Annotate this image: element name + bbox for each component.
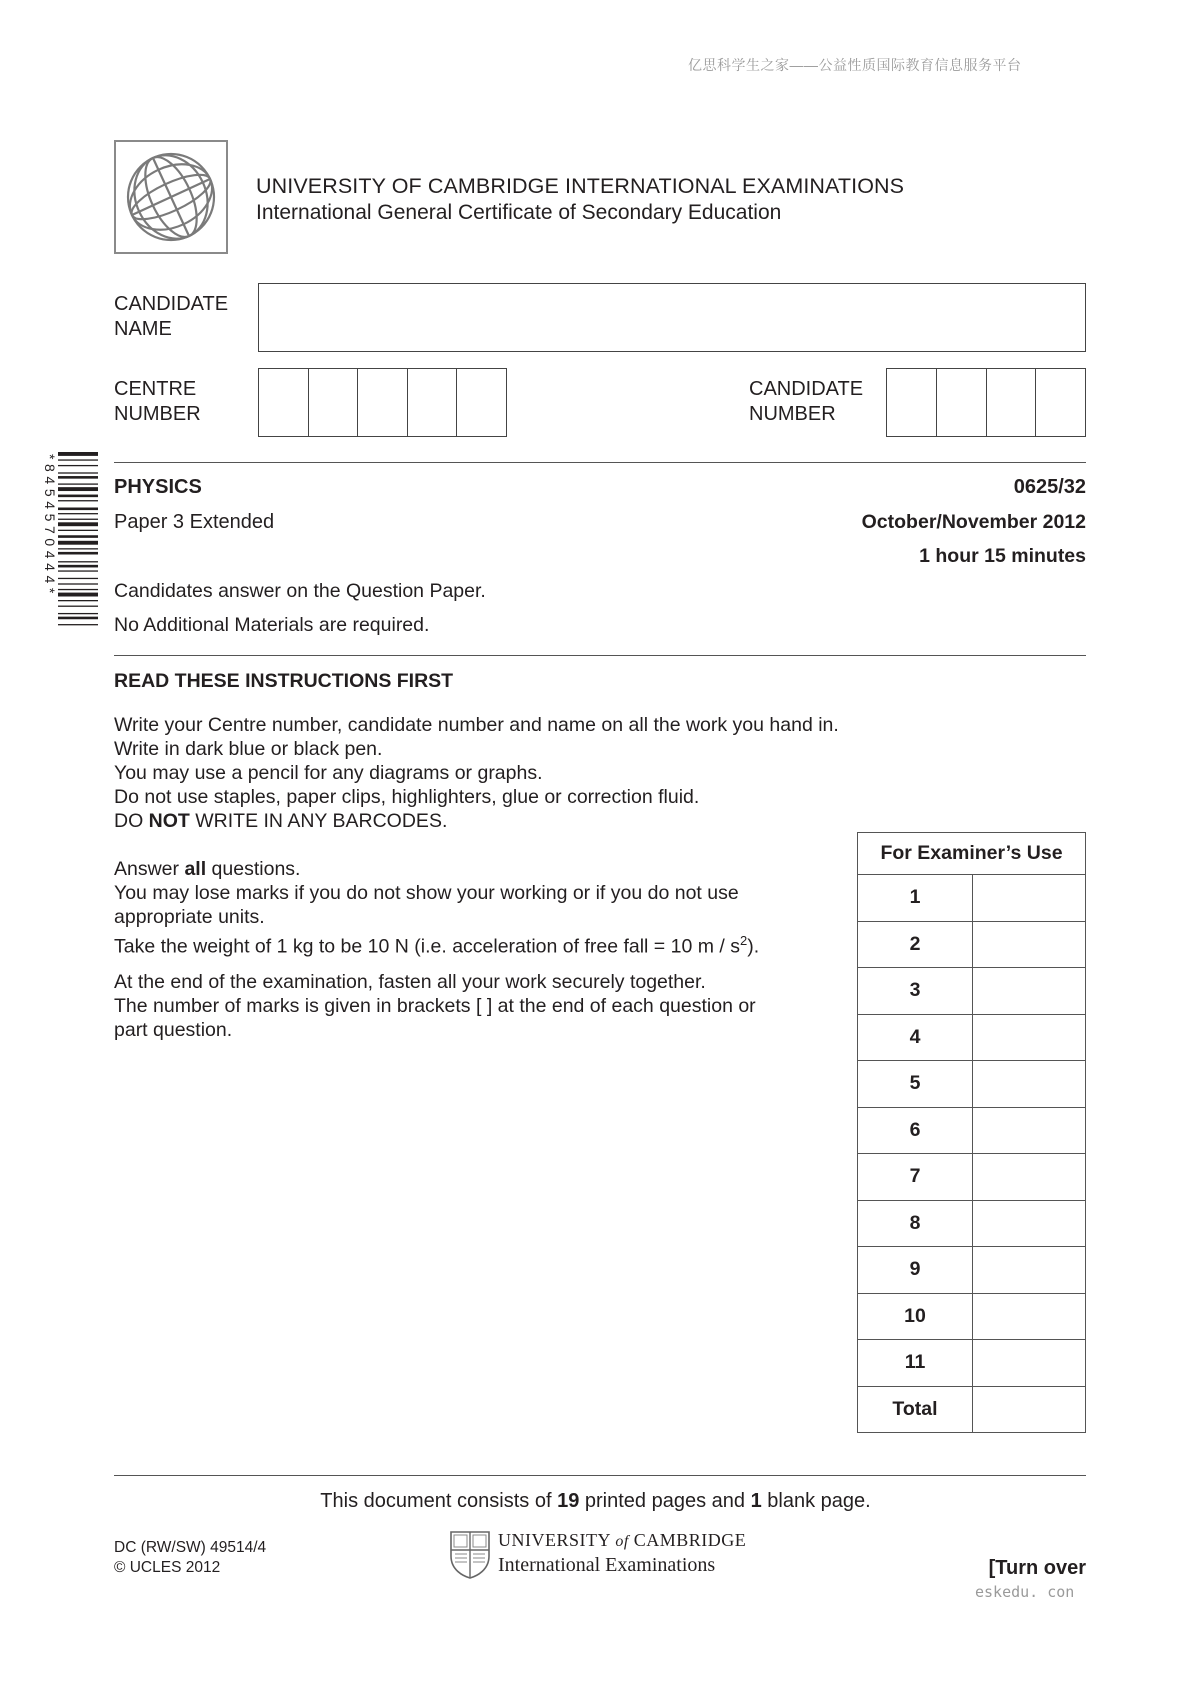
mark-cell[interactable] [973,921,1086,968]
candidate-number-field[interactable] [886,368,1086,437]
mark-cell[interactable] [973,875,1086,922]
divider [114,1475,1086,1476]
centre-digit-box[interactable] [309,369,359,436]
candidate-digit-box[interactable] [937,369,987,436]
question-number: Total [858,1386,973,1433]
question-number: 1 [858,875,973,922]
mark-cell[interactable] [973,1293,1086,1340]
instruction-line: Write your Centre number, candidate number and name on all the work you hand in. [114,714,839,736]
instruction-line: DO NOT WRITE IN ANY BARCODES. [114,810,448,832]
cambridge-crest-icon [449,1530,491,1580]
question-number: 6 [858,1107,973,1154]
examiner-table-heading: For Examiner’s Use [858,833,1086,875]
question-number: 10 [858,1293,973,1340]
copyright: © UCLES 2012 [114,1559,221,1576]
certificate-title: International General Certificate of Secondary Education [256,201,782,224]
divider [114,655,1086,656]
examiner-table-row [858,1293,1086,1340]
watermark-bottom: eskedu. con [975,1583,1075,1601]
question-number: 9 [858,1247,973,1294]
candidate-name-label: CANDIDATE NAME [114,293,229,340]
university-title: UNIVERSITY OF CAMBRIDGE INTERNATIONAL EXAMINATIONS [256,174,905,198]
question-number: 5 [858,1061,973,1108]
mark-cell[interactable] [973,1061,1086,1108]
examiner-table-row [858,1340,1086,1387]
materials-note: No Additional Materials are required. [114,614,430,636]
answer-block [114,857,759,959]
mark-cell[interactable] [973,1200,1086,1247]
question-number: 4 [858,1014,973,1061]
mark-cell[interactable] [973,1386,1086,1433]
candidate-digit-box[interactable] [987,369,1037,436]
instruction-line: Answer all questions. [114,858,301,880]
examiner-table-row [858,1061,1086,1108]
examiner-table-row [858,968,1086,1015]
exam-session: October/November 2012 [861,511,1086,533]
examiner-table-row [858,1386,1086,1433]
candidate-number-label: CANDIDATE NUMBER [749,378,864,425]
examiner-table-row [858,1247,1086,1294]
mark-cell[interactable] [973,1107,1086,1154]
answer-on-note: Candidates answer on the Question Paper. [114,580,486,602]
centre-digit-box[interactable] [408,369,458,436]
centre-digit-box[interactable] [259,369,309,436]
globe-icon [116,142,226,252]
instruction-line: Do not use staples, paper clips, highlighters, glue or correction fluid. [114,786,700,808]
subject: PHYSICS [114,476,202,498]
instruction-line: You may use a pencil for any diagrams or graphs. [114,762,543,784]
centre-number-label: CENTRE NUMBER [114,378,201,425]
barcode-text: *8454570444* [42,454,58,598]
uoc-logo-line1: UNIVERSITY of CAMBRIDGE [498,1530,747,1550]
instruction-line: appropriate units. [114,906,265,928]
examiner-table-row [858,1014,1086,1061]
question-number: 3 [858,968,973,1015]
examiner-table-row [858,875,1086,922]
paper-name: Paper 3 Extended [114,511,275,533]
centre-number-field[interactable] [258,368,507,437]
examiner-table-row [858,1107,1086,1154]
question-number: 2 [858,921,973,968]
centre-digit-box[interactable] [457,369,506,436]
barcode [40,452,98,682]
globe-logo [114,140,228,254]
watermark-top: 亿思科学生之家——公益性质国际教育信息服务平台 [688,57,1022,73]
mark-cell[interactable] [973,1154,1086,1201]
instruction-line: Take the weight of 1 kg to be 10 N (i.e. acceleration of free fall = 10 m / $s^2$). [114,933,760,958]
candidate-digit-box[interactable] [887,369,937,436]
candidate-digit-box[interactable] [1036,369,1085,436]
turn-over: [Turn over [988,1557,1086,1579]
mark-cell[interactable] [973,1340,1086,1387]
question-number: 11 [858,1340,973,1387]
paper-code: 0625/32 [1013,476,1086,498]
mark-cell[interactable] [973,968,1086,1015]
examiner-table-row [858,1154,1086,1201]
instructions-block [114,713,839,833]
candidate-name-field[interactable] [258,283,1086,352]
examiner-use-table [857,832,1086,1433]
divider [114,462,1086,463]
examiner-table-row [858,921,1086,968]
question-number: 8 [858,1200,973,1247]
examiner-table-row [858,1200,1086,1247]
mark-cell[interactable] [973,1014,1086,1061]
instruction-line: Write in dark blue or black pen. [114,738,383,760]
question-number: 7 [858,1154,973,1201]
document-code: DC (RW/SW) 49514/4 © UCLES 2012 [114,1539,267,1576]
instruction-line: At the end of the examination, fasten all your work securely together. [114,971,706,993]
instruction-line: You may lose marks if you do not show your working or if you do not use [114,882,739,904]
centre-digit-box[interactable] [358,369,408,436]
exam-duration: 1 hour 15 minutes [919,545,1086,567]
uoc-logo-line2: International Examinations [498,1554,716,1576]
instruction-line: The number of marks is given in brackets [ ] at the end of each question or [114,995,756,1017]
end-block [114,970,756,1042]
instructions-heading: READ THESE INSTRUCTIONS FIRST [114,670,454,692]
mark-cell[interactable] [973,1247,1086,1294]
page-count-note: This document consists of 19 printed pages and 1 blank page. [320,1490,871,1512]
instruction-line: part question. [114,1019,233,1041]
